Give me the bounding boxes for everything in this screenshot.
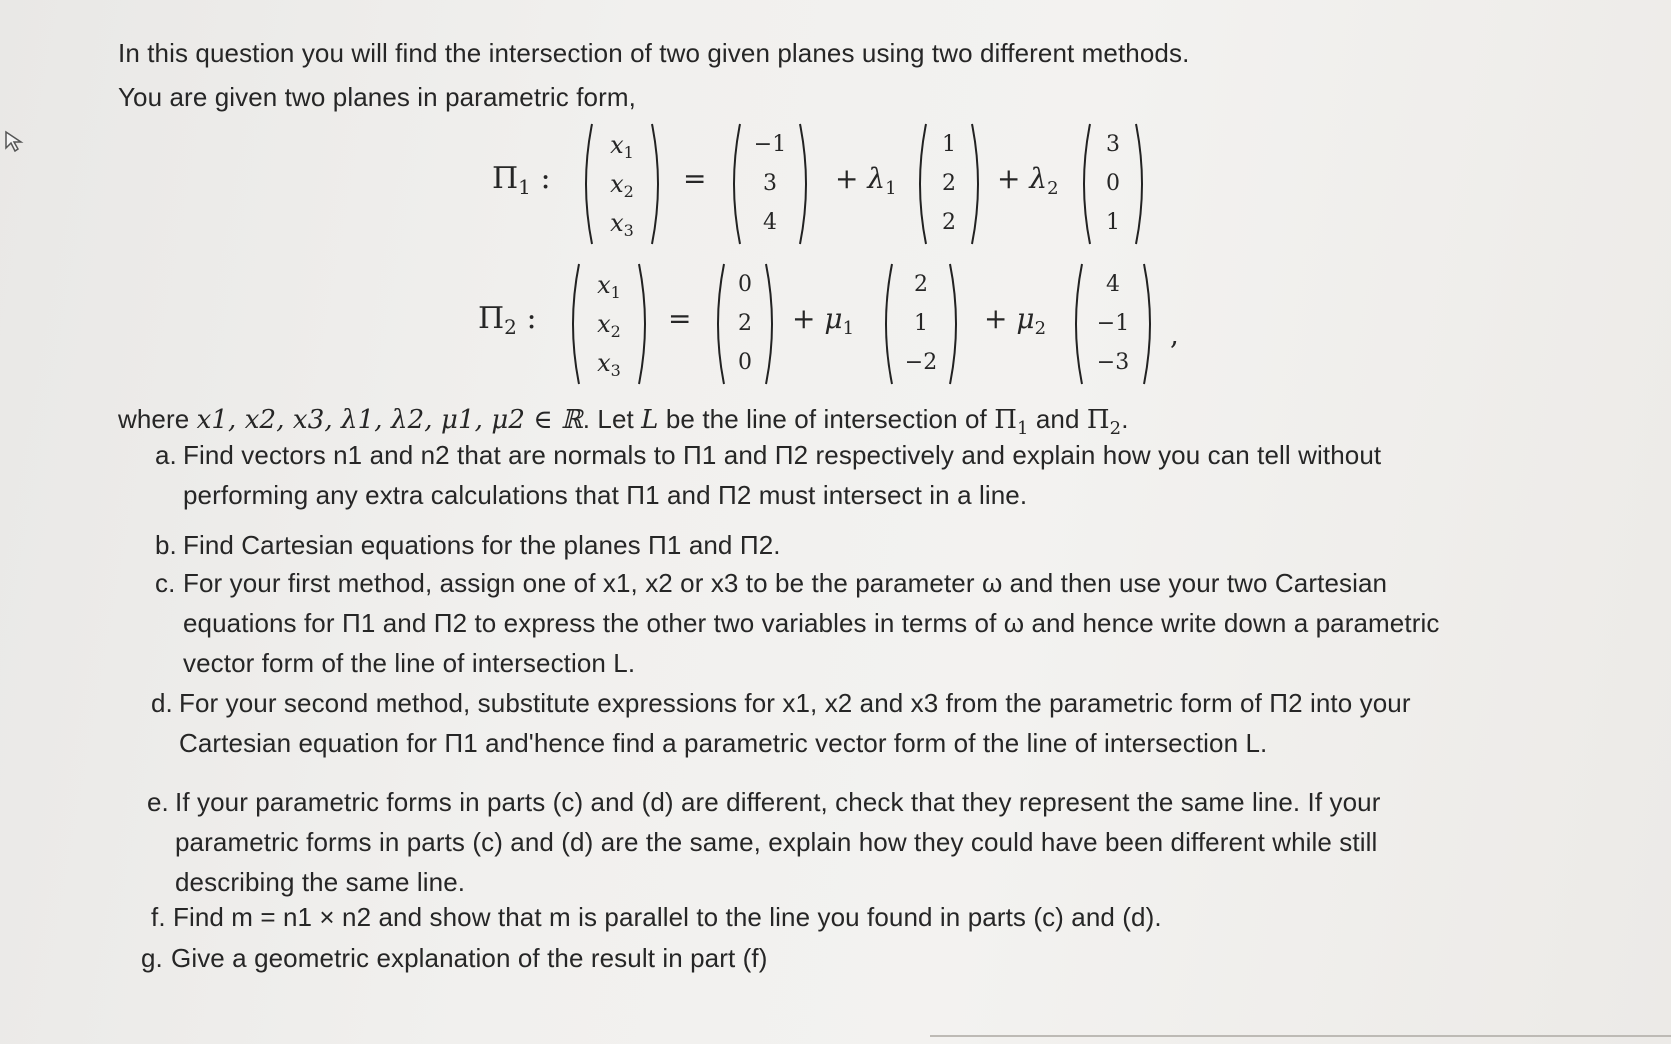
plus-lambda2: + $\lambda_2$	[997, 162, 1059, 199]
plane-2-lhs-vector	[565, 262, 653, 386]
vector-entry: 0	[738, 272, 752, 297]
lhs-x3: $x_3$	[597, 349, 621, 380]
plane-2-point-vector	[710, 262, 780, 386]
part-text-line: Give a geometric explanation of the result in part (f)	[171, 943, 768, 973]
part-label: b.	[155, 530, 177, 560]
plane-1-equation	[0, 118, 1671, 248]
plane-1-lhs-vector	[578, 122, 666, 246]
equals-sign: =	[683, 162, 707, 195]
plus-mu2: + $\mu_2$	[984, 302, 1047, 339]
part-label: f.	[151, 902, 166, 932]
lhs-x1: $x_1$	[597, 271, 621, 302]
part-text-line: Find m = n1 × n2 and show that m is parallel to the line you found in parts (c) and (d).	[173, 902, 1162, 932]
part-text-line: parametric forms in parts (c) and (d) are the same, explain how they could have been different while still	[175, 827, 1378, 857]
part-text-line: For your first method, assign one of x1, x2 or x3 to be the parameter ω and then use your two Cartesian	[183, 568, 1388, 598]
plane-1-point-vector	[726, 122, 814, 246]
part-text-line: If your parametric forms in parts (c) and (d) are different, check that they represent the same line. If your	[175, 787, 1381, 817]
vector-entry: 1	[1106, 210, 1120, 235]
trailing-comma: ,	[1170, 318, 1179, 351]
lhs-x2: $x_2$	[610, 170, 634, 201]
intro-line-2: You are given two planes in parametric form,	[118, 82, 636, 112]
vector-entry: 3	[1106, 132, 1120, 157]
part-text-line: Cartesian equation for Π1 and'hence find a parametric vector form of the line of intersection L.	[179, 728, 1268, 758]
plane-2-direction-1-vector	[878, 262, 964, 386]
vector-entry: 1	[942, 132, 956, 157]
lhs-x2: $x_2$	[597, 310, 621, 341]
page-edge-line	[930, 1035, 1671, 1037]
plane-2-equation	[0, 258, 1671, 388]
vector-entry: 4	[1106, 272, 1120, 297]
vector-entry: 2	[914, 272, 928, 297]
vector-entry: 4	[763, 210, 777, 235]
vector-entry: 2	[942, 171, 956, 196]
vector-entry: 0	[1106, 171, 1120, 196]
plane-1-direction-2-vector	[1076, 122, 1150, 246]
plane-1-direction-1-vector	[912, 122, 986, 246]
vector-entry: 0	[738, 350, 752, 375]
lhs-x3: $x_3$	[610, 209, 634, 240]
part-text-line: Find Cartesian equations for the planes Π1 and Π2.	[183, 530, 781, 560]
vector-entry: 1	[914, 311, 928, 336]
where-line: where x1, x2, x3, λ1, λ2, μ1, μ2 ∈ ℝ. Let L be the line of intersection of $\Pi_1$ and $\Pi_2$.	[118, 404, 1129, 439]
vector-entry: −1	[753, 132, 787, 157]
vector-entry: 3	[763, 171, 777, 196]
plus-lambda1: + $\lambda_1$	[835, 162, 897, 199]
part-text-line: For your second method, substitute expressions for x1, x2 and x3 from the parametric form of Π2 into your	[179, 688, 1411, 718]
vector-entry: −2	[904, 350, 938, 375]
part-label: e.	[147, 787, 169, 817]
part-label: d.	[151, 688, 173, 718]
vector-entry: 2	[738, 311, 752, 336]
part-text-line: performing any extra calculations that Π1 and Π2 must intersect in a line.	[183, 480, 1028, 510]
vector-entry: 2	[942, 210, 956, 235]
plane-1-name: $\Pi_1$ :	[492, 161, 551, 199]
vector-entry: −1	[1096, 311, 1130, 336]
part-label: a.	[155, 440, 177, 470]
part-label: c.	[155, 568, 176, 598]
part-text-line: vector form of the line of intersection L.	[183, 648, 636, 678]
plane-2-direction-2-vector	[1068, 262, 1158, 386]
part-text-line: describing the same line.	[175, 867, 466, 897]
plane-2-name: $\Pi_2$ :	[478, 301, 537, 339]
variable-list: x1, x2, x3, λ1, λ2, μ1, μ2 ∈ ℝ	[196, 405, 583, 435]
plus-mu1: + $\mu_1$	[792, 302, 855, 339]
intro-line-1: In this question you will find the intersection of two given planes using two different methods.	[118, 38, 1190, 68]
equals-sign: =	[668, 302, 692, 335]
part-label: g.	[141, 943, 163, 973]
part-text-line: Find vectors n1 and n2 that are normals to Π1 and Π2 respectively and explain how you can tell without	[183, 440, 1382, 470]
part-text-line: equations for Π1 and Π2 to express the other two variables in terms of ω and hence write down a parametric	[183, 608, 1440, 638]
lhs-x1: $x_1$	[610, 131, 634, 162]
vector-entry: −3	[1096, 350, 1130, 375]
